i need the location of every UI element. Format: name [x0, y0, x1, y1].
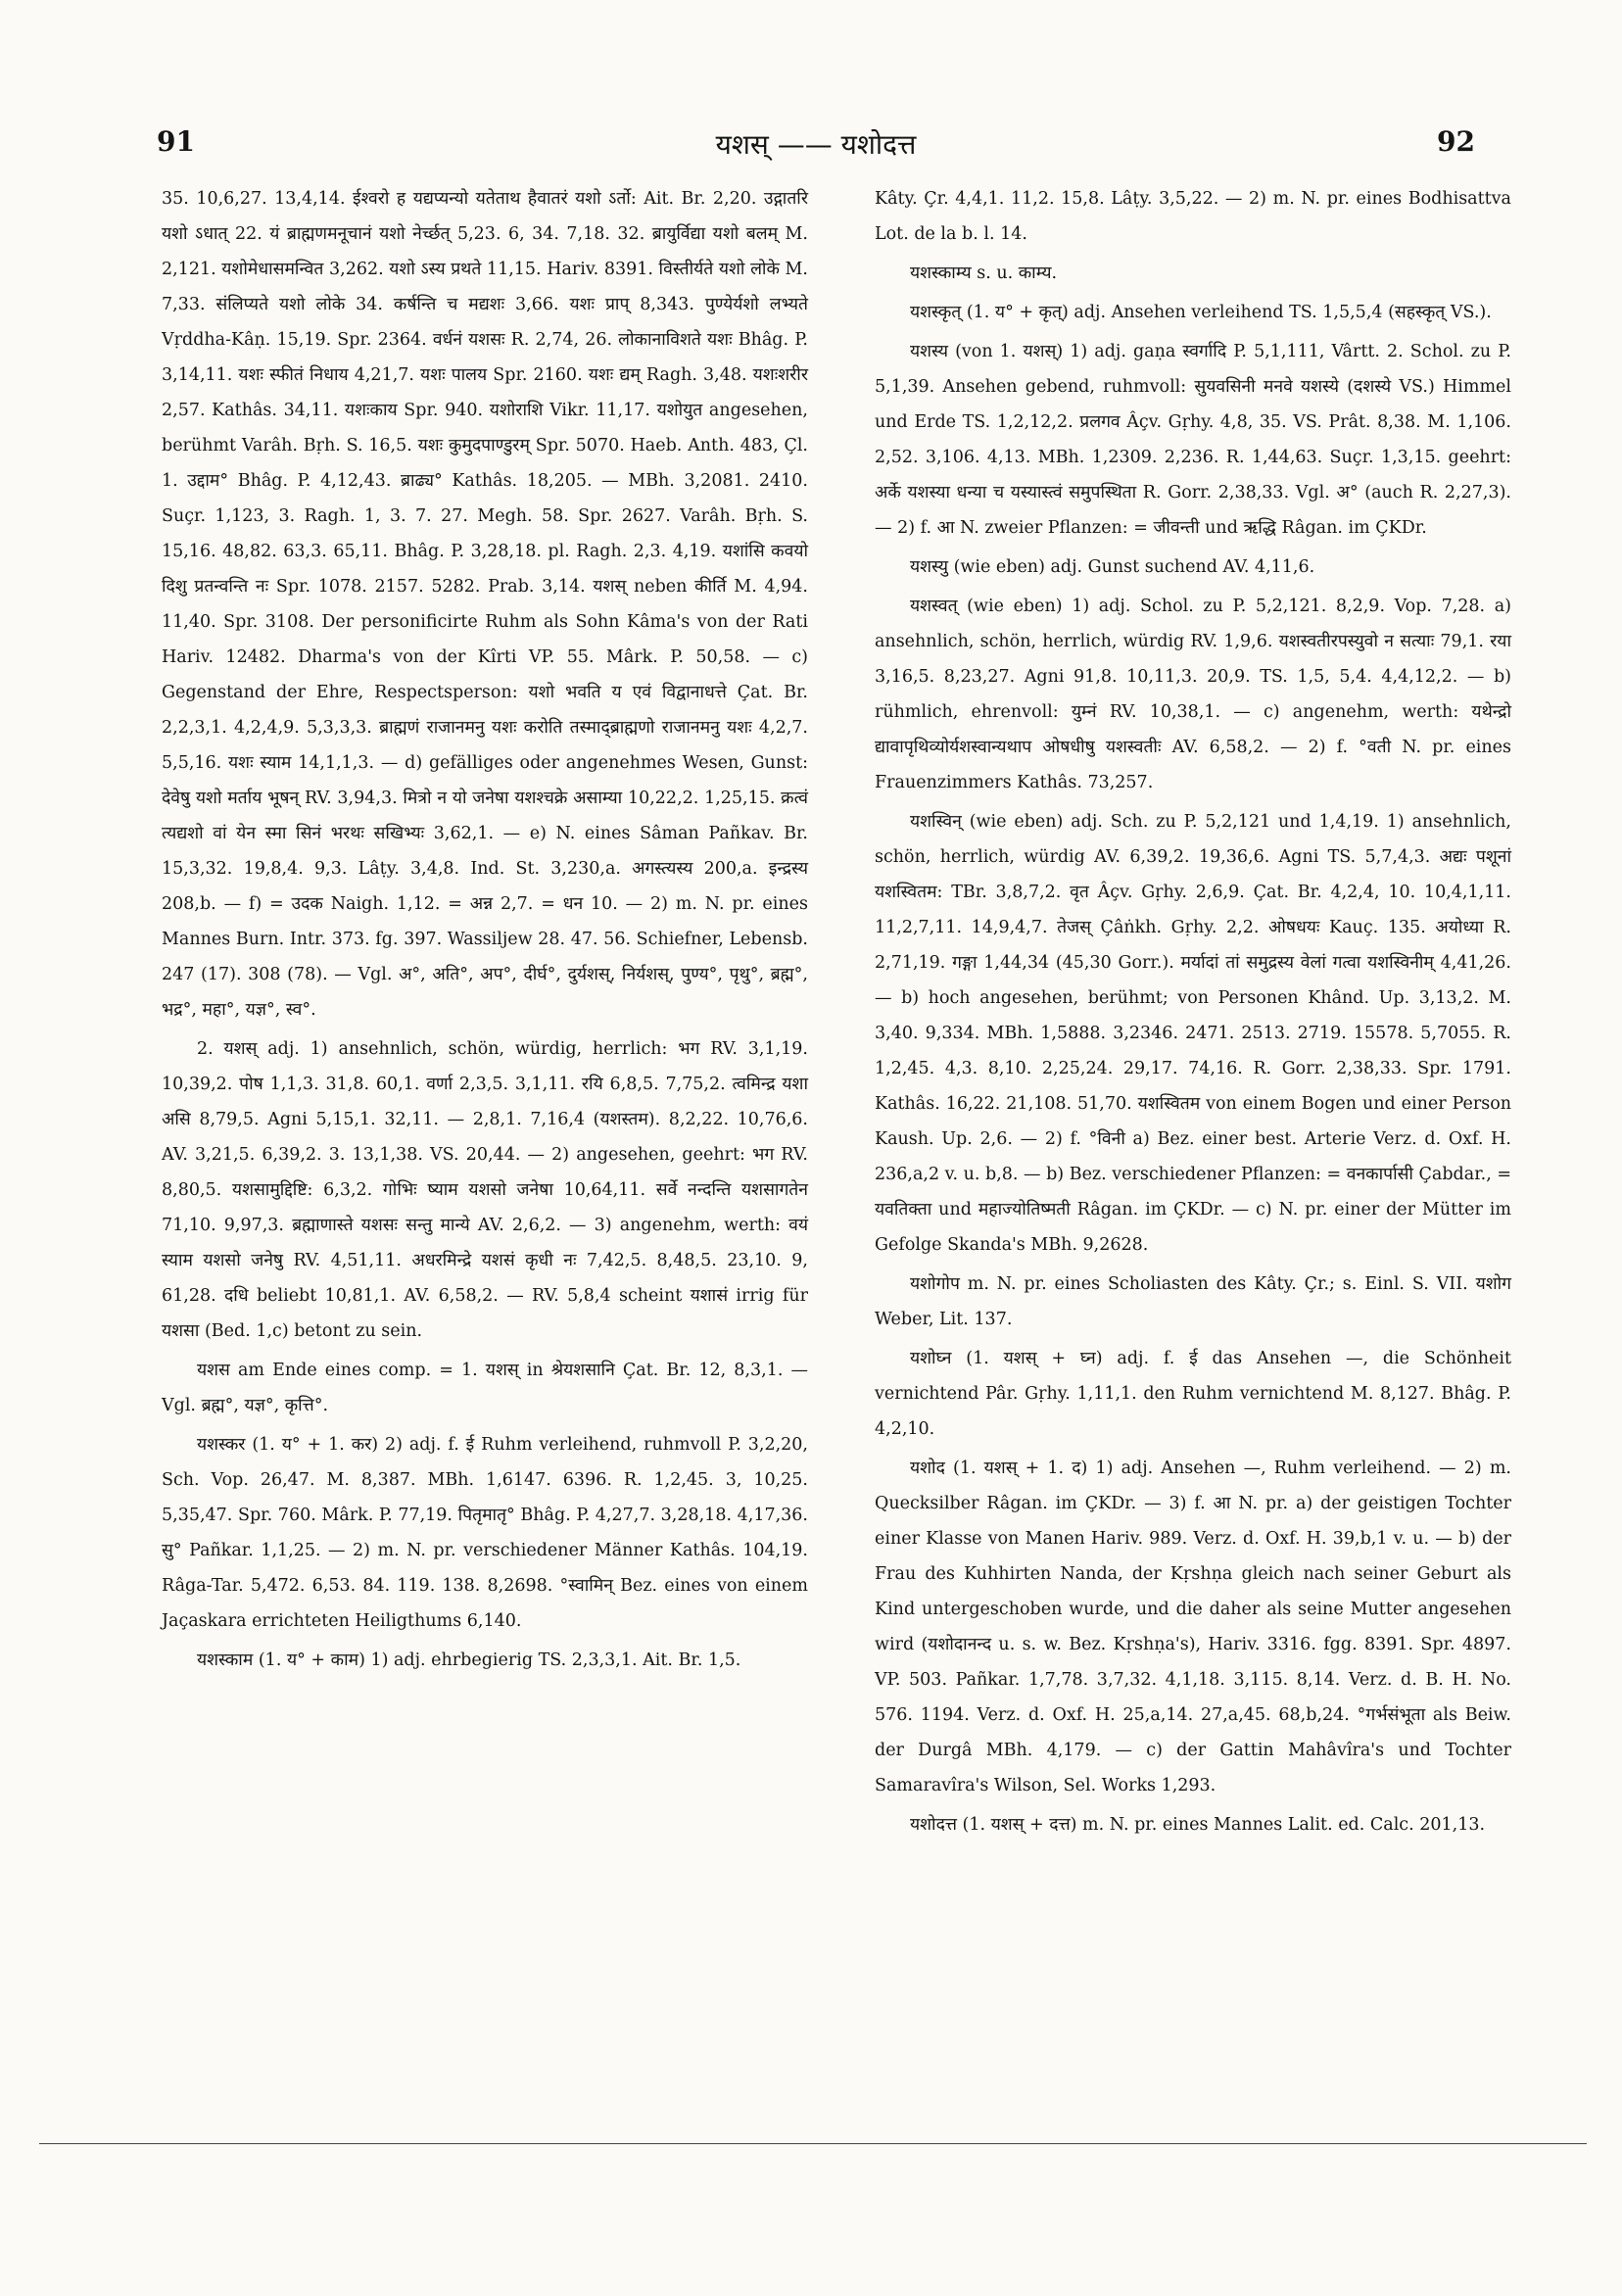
page-number-left: 91: [157, 125, 195, 158]
entry-paragraph: यशोदत्त (1. यशस् + दत्त) m. N. pr. eines Mannes Lalit. ed. Calc. 201,13.: [910, 1815, 1486, 1835]
footer-rule: [39, 2143, 1587, 2144]
entry-paragraph: 35. 10,6,27. 13,4,14. ईश्वरो ह यद्यप्यन्यो यतेताथ हैवातरं यशो ऽर्तो: Ait. Br. 2,20. उद्गातरि यशो ऽधात् 22. यं ब्राह्मणमनूचानं यशो नेर्च्छत् 5,23. 6, 34. 7,18. 32. ब्रायुर्विद्या यशो बलम् M. 2,121. यशोमेधासमन्वित 3,262. यशो ऽस्य प्रथते 11,15. Hariv. 8391. विस्तीर्यते यशो लोके M. 7,33. संलिप्यते यशो लोके 34. कर्षन्ति च मद्यशः 3,66. यशः प्राप् 8,343. पुण्येर्यशो लभ्यते Vṛddha-Kâṇ. 15,19. Spr. 2364. वर्धनं यशसः R. 2,74, 26. लोकानाविशते यशः Bhâg. P. 3,14,11. यशः स्फीतं निधाय 4,21,7. यशः पालय Spr. 2160. यशः द्यम् Ragh. 3,48. यशःशरीर 2,57. Kathâs. 34,11. यशःकाय Spr. 940. यशोराशि Vikr. 11,17. यशोयुत angesehen, berühmt Varâh. Bṛh. S. 16,5. यशः कुमुदपाण्डुरम् Spr. 5070. Haeb. Anth. 483, Çl. 1. उद्दाम° Bhâg. P. 4,12,43. ब्राढ्य° Kathâs. 18,205. — MBh. 3,2081. 2410. Suçr. 1,123, 3. Ragh. 1, 3. 7. 27. Megh. 58. Spr. 2627. Varâh. Bṛh. S. 15,16. 48,82. 63,3. 65,11. Bhâg. P. 3,28,18. pl. Ragh. 2,3. 4,19. यशांसि कवयो दिशु प्रतन्वन्ति नः Spr. 1078. 2157. 5282. Prab. 3,14. यशस् neben कीर्ति M. 4,94. 11,40. Spr. 3108. Der personificirte Ruhm als Sohn Kâma's von der Rati Hariv. 12482. Dharma's von der Kîrti VP. 55. Mârk. P. 50,58. — c) Gegenstand der Ehre, Respectsperson: यशो भवति य एवं विद्वानाधत्ते Çat. Br. 2,2,3,1. 4,2,4,9. 5,3,3,3. ब्राह्मणं राजानमनु यशः करोति तस्माद्ब्राह्मणो राजानमनु यशः 4,2,7. 5,5,16. यशः स्याम 14,1,1,3. — d) gefälliges oder angenehmes Wesen, Gunst: देवेषु यशो मर्ताय भूषन् RV. 3,94,3. मित्रो न यो जनेषा यशश्चक्रे असाम्या 10,22,2. 1,25,15. क्रत्वं त्यद्यशो वां येन स्मा सिनं भरथः सखिभ्यः 3,62,1. — e) N. eines Sâman Pañkav. Br. 15,3,32. 19,8,4. 9,3. Lâṭy. 3,4,8. Ind. St. 3,230,a. अगस्त्यस्य 200,a. इन्द्रस्य 208,b. — f) = उदक Naigh. 1,12. = अन्न 2,7. = धन 10. — 2) m. N. pr. eines Mannes Burn. Intr. 373. fg. 397. Wassiljew 28. 47. 56. Schiefner, Lebensb. 247 (17). 308 (78). — Vgl. अ°, अति°, अप°, दीर्घ°, दुर्यशस्, निर्यशस्, पुण्य°, पृथु°, ब्रह्म°, भद्र°, महा°, यज्ञ°, स्व°.: [162, 189, 808, 1020]
entry-paragraph: यशस्काम (1. य° + काम) 1) adj. ehrbegierig TS. 2,3,3,1. Ait. Br. 1,5.: [197, 1650, 741, 1670]
entry-paragraph: यशस्यु (wie eben) adj. Gunst suchend AV. 4,11,6.: [910, 557, 1315, 577]
entry-paragraph: यशोगोप m. N. pr. eines Scholiasten des Kâty. Çr.; s. Einl. S. VII. यशोग Weber, Lit. 137.: [875, 1274, 1511, 1329]
entry-paragraph: यशस्य (von 1. यशस्) 1) adj. gaṇa स्वर्गादि P. 5,1,111, Vârtt. 2. Schol. zu P. 5,1,39. Ansehen gebend, ruhmvoll: सुयवसिनी मनवे यशस्ये (दशस्ये VS.) Himmel und Erde TS. 1,2,12,2. प्रलगव Âçv. Gṛhy. 4,8, 35. VS. Prât. 8,38. M. 1,106. 2,52. 3,106. 4,13. MBh. 1,2309. 2,236. R. 1,44,63. Suçr. 1,3,15. geehrt: अर्के यशस्या धन्या च यस्यास्त्वं समुपस्थिता R. Gorr. 2,38,33. Vgl. अ° (auch R. 2,27,3). — 2) f. आ N. zweier Pflanzen: = जीवन्ती und ऋद्धि Râgan. im ÇKDr.: [875, 342, 1511, 538]
page-header: [157, 125, 1475, 174]
left-column: [162, 181, 808, 1682]
entry-paragraph: यशस्कर (1. य° + 1. कर) 2) adj. f. ई Ruhm verleihend, ruhmvoll P. 3,2,20, Sch. Vop. 26,47. M. 8,387. MBh. 1,6147. 6396. R. 1,2,45. 3, 10,25. 5,35,47. Spr. 760. Mârk. P. 77,19. पितृमातृ° Bhâg. P. 4,27,7. 3,28,18. 4,17,36. सु° Pañkar. 1,1,25. — 2) m. N. pr. verschiedener Männer Kathâs. 104,19. Râga-Tar. 5,472. 6,53. 84. 119. 138. 8,2698. °स्वामिन् Bez. eines von einem Jaçaskara errichteten Heiligthums 6,140.: [162, 1435, 808, 1631]
entry-paragraph: 2. यशस् adj. 1) ansehnlich, schön, würdig, herrlich: भग RV. 3,1,19. 10,39,2. पोष 1,1,3. 31,8. 60,1. वर्णा 2,3,5. 3,1,11. रयि 6,8,5. 7,75,2. त्वमिन्द्र यशा असि 8,79,5. Agni 5,15,1. 32,11. — 2,8,1. 7,16,4 (यशस्तम). 8,2,22. 10,76,6. AV. 3,21,5. 6,39,2. 3. 13,1,38. VS. 20,44. — 2) angesehen, geehrt: भग RV. 8,80,5. यशसामुद्दिष्टि: 6,3,2. गोभिः ष्याम यशसो जनेषा 10,64,11. सर्वे नन्दन्ति यशसागतेन 71,10. 9,97,3. ब्रह्माणास्ते यशसः सन्तु मान्ये AV. 2,6,2. — 3) angenehm, werth: वयं स्याम यशसो जनेषु RV. 4,51,11. अधरमिन्द्रे यशसं कृधी नः 7,42,5. 8,48,5. 23,10. 9, 61,28. दधि beliebt 10,81,1. AV. 6,58,2. — RV. 5,8,4 scheint यशासं irrig für यशसा (Bed. 1,c) betont zu sein.: [162, 1039, 808, 1341]
entry-paragraph: यशस्विन् (wie eben) adj. Sch. zu P. 5,2,121 und 1,4,19. 1) ansehnlich, schön, herrlich, würdig AV. 6,39,2. 19,36,6. Agni TS. 5,7,4,3. अद्यः पशूनां यशस्वितम: TBr. 3,8,7,2. वृत Âçv. Gṛhy. 2,6,9. Çat. Br. 4,2,4, 10. 10,4,1,11. 11,2,7,11. 14,9,4,7. तेजस् Çâṅkh. Gṛhy. 2,2. ओषधयः Kauç. 135. अयोध्या R. 2,71,19. गङ्गा 1,44,34 (45,30 Gorr.). मर्यादां तां समुद्रस्य वेलां गत्वा यशस्विनीम् 4,41,26. — b) hoch angesehen, berühmt; von Personen Khând. Up. 3,13,2. M. 3,40. 9,334. MBh. 1,5888. 3,2346. 2471. 2513. 2719. 15578. 5,7055. R. 1,2,45. 4,3. 8,10. 2,25,24. 29,17. 74,16. R. Gorr. 2,38,33. Spr. 1791. Kathâs. 16,22. 21,108. 51,70. यशस्वितम von einem Bogen und einer Person Kaush. Up. 2,6. — 2) f. °विनी a) Bez. einer best. Arterie Verz. d. Oxf. H. 236,a,2 v. u. b,8. — b) Bez. verschiedener Pflanzen: = वनकार्पासी Çabdar., = यवतिक्ता und महाज्योतिष्मती Râgan. im ÇKDr. — c) N. pr. einer der Mütter im Gefolge Skanda's MBh. 9,2628.: [875, 812, 1511, 1255]
page-number-right: 92: [1437, 125, 1475, 158]
right-column: [875, 181, 1511, 1846]
entry-paragraph: यशस am Ende eines comp. = 1. यशस् in श्रेयशसानि Çat. Br. 12, 8,3,1. — Vgl. ब्रह्म°, यज्ञ°, कृत्ति°.: [162, 1361, 808, 1415]
entry-paragraph: यशस्वत् (wie eben) 1) adj. Schol. zu P. 5,2,121. 8,2,9. Vop. 7,28. a) ansehnlich, schön, herrlich, würdig RV. 1,9,6. यशस्वतीरपस्युवो न सत्याः 79,1. रया 3,16,5. 8,23,27. Agni 91,8. 10,11,3. 20,9. TS. 1,5, 5,4. 4,4,12,2. — b) rühmlich, ehrenvoll: युम्नं RV. 10,38,1. — c) angenehm, werth: यथेन्द्रो द्यावापृथिव्योर्यशस्वान्यथाप ओषधीषु यशस्वतीः AV. 6,58,2. — 2) f. °वती N. pr. eines Frauenzimmers Kathâs. 73,257.: [875, 597, 1511, 792]
entry-paragraph: यशोघ्न (1. यशस् + घ्न) adj. f. ई das Ansehen —, die Schönheit vernichtend Pâr. Gṛhy. 1,11,1. den Ruhm vernichtend M. 8,127. Bhâg. P. 4,2,10.: [875, 1349, 1511, 1439]
entry-paragraph: यशस्कृत् (1. य° + कृत्) adj. Ansehen verleihend TS. 1,5,5,4 (सहस्कृत् VS.).: [910, 303, 1492, 322]
entry-paragraph: Kâty. Çr. 4,4,1. 11,2. 15,8. Lâṭy. 3,5,22. — 2) m. N. pr. eines Bodhisattva Lot. de la b. l. 14.: [875, 189, 1511, 244]
entry-paragraph: यशस्काम्य s. u. काम्य.: [910, 263, 1058, 283]
entry-paragraph: यशोद (1. यशस् + 1. द) 1) adj. Ansehen —, Ruhm verleihend. — 2) m. Quecksilber Râgan. im ÇKDr. — 3) f. आ N. pr. a) der geistigen Tochter einer Klasse von Manen Hariv. 989. Verz. d. Oxf. H. 39,b,1 v. u. — b) der Frau des Kuhhirten Nanda, der Kṛshṇa gleich nach seiner Geburt als Kind untergeschoben wurde, und die daher als seine Mutter angesehen wird (यशोदानन्द u. s. w. Bez. Kṛshṇa's), Hariv. 3316. fgg. 8391. Spr. 4897. VP. 503. Pañkar. 1,7,78. 3,7,32. 4,1,18. 3,115. 8,14. Verz. d. B. H. No. 576. 1194. Verz. d. Oxf. H. 25,a,14. 27,a,45. 68,b,24. °गर्भसंभूता als Beiw. der Durgâ MBh. 4,179. — c) der Gattin Mahâvîra's und Tochter Samaravîra's Wilson, Sel. Works 1,293.: [875, 1459, 1511, 1795]
running-head: यशस् —— यशोदत्त: [715, 128, 917, 161]
